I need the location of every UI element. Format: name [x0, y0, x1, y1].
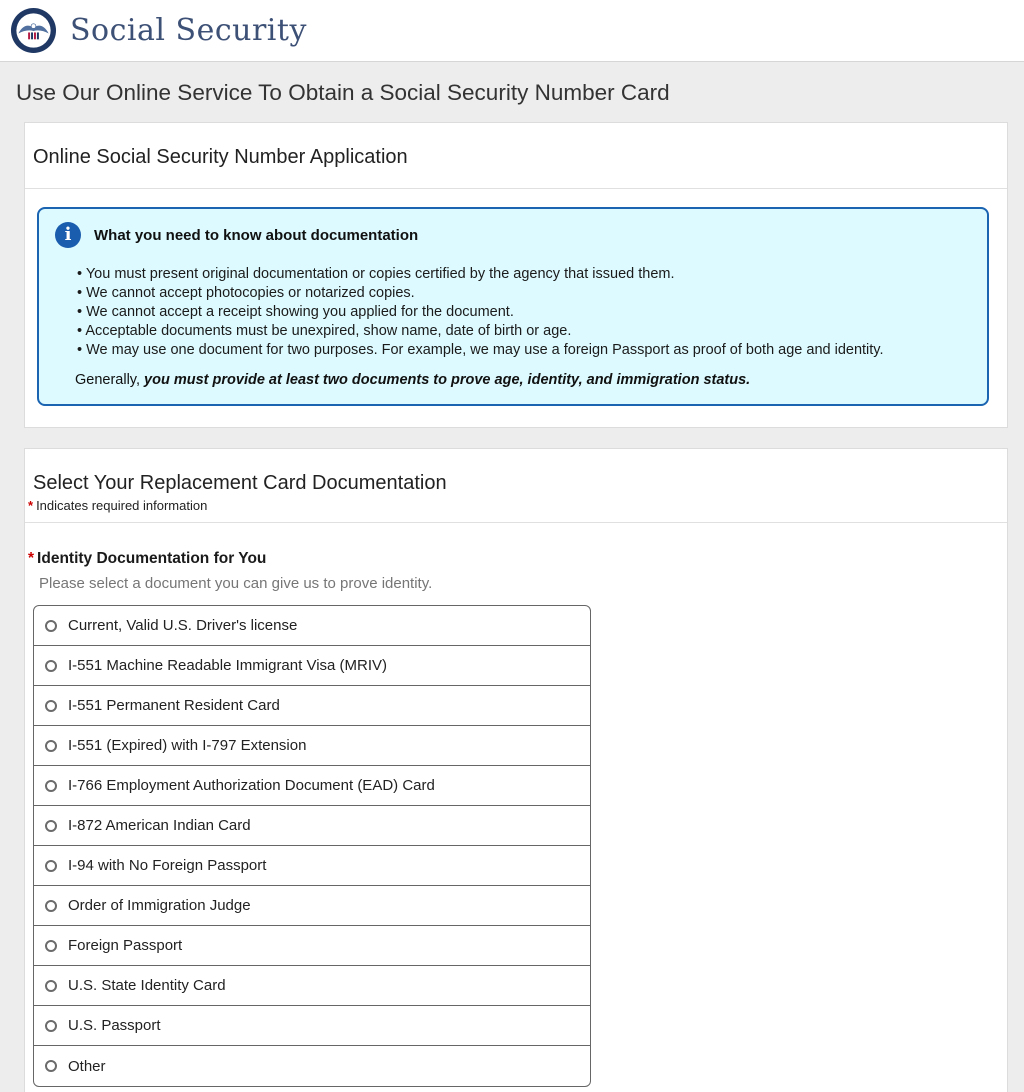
page-title: Use Our Online Service To Obtain a Social Security Number Card [16, 80, 670, 105]
radio-button[interactable] [45, 980, 57, 992]
option-label: I-872 American Indian Card [68, 817, 251, 834]
option-label: U.S. State Identity Card [68, 977, 226, 994]
info-note [75, 372, 971, 388]
question-label-text: Identity Documentation for You [37, 550, 267, 567]
radio-button[interactable] [45, 620, 57, 632]
radio-button[interactable] [45, 820, 57, 832]
option-row[interactable] [34, 926, 590, 966]
required-asterisk: * [28, 550, 35, 567]
option-row[interactable] [34, 646, 590, 686]
identity-document-options [33, 605, 591, 1087]
question-label [28, 550, 991, 568]
option-label: Other [68, 1057, 106, 1075]
info-note-prefix: Generally, [75, 372, 145, 388]
option-label: I-551 Permanent Resident Card [68, 697, 280, 714]
info-bullet: • You must present original documentation or copies certified by the agency that issued them. [77, 265, 971, 284]
info-bullet: • We may use one document for two purposes. For example, we may use a foreign Passport as proof of both age and identity. [77, 341, 971, 360]
option-row[interactable] [34, 1046, 590, 1086]
radio-button[interactable] [45, 1060, 57, 1072]
option-row[interactable] [34, 966, 590, 1006]
radio-button[interactable] [45, 700, 57, 712]
info-bullet: • Acceptable documents must be unexpired, show name, date of birth or age. [77, 322, 971, 341]
option-row[interactable] [34, 886, 590, 926]
option-label: I-766 Employment Authorization Document (EAD) Card [68, 777, 435, 794]
info-note-emphasis: you must provide at least two documents to prove age, identity, and immigration status. [144, 372, 751, 388]
required-note-text: Indicates required information [36, 498, 208, 513]
option-label: I-94 with No Foreign Passport [68, 857, 267, 874]
radio-button[interactable] [45, 940, 57, 952]
application-card [24, 122, 1008, 428]
brand-title: Social Security [70, 13, 307, 48]
option-row[interactable] [34, 846, 590, 886]
info-bullet: • We cannot accept photocopies or notarized copies. [77, 284, 971, 303]
required-asterisk: * [28, 498, 34, 513]
info-icon: i [55, 222, 81, 248]
radio-button[interactable] [45, 660, 57, 672]
radio-button[interactable] [45, 740, 57, 752]
divider [25, 188, 1007, 189]
identity-documentation-question [25, 523, 1007, 1087]
ssa-seal-icon [10, 7, 57, 54]
radio-button[interactable] [45, 860, 57, 872]
option-row[interactable] [34, 606, 590, 646]
info-bullet-list [77, 265, 971, 360]
option-row[interactable] [34, 726, 590, 766]
option-row[interactable] [34, 686, 590, 726]
radio-button[interactable] [45, 1020, 57, 1032]
selection-card [24, 448, 1008, 1092]
info-bullet: • We cannot accept a receipt showing you applied for the document. [77, 303, 971, 322]
option-row[interactable] [34, 806, 590, 846]
option-label: Current, Valid U.S. Driver's license [68, 617, 298, 634]
option-row[interactable] [34, 1006, 590, 1046]
selection-card-title: Select Your Replacement Card Documentation [33, 472, 447, 494]
site-header [0, 0, 1024, 62]
option-row[interactable] [34, 766, 590, 806]
info-box-heading: What you need to know about documentation [94, 226, 419, 244]
option-label: I-551 (Expired) with I-797 Extension [68, 737, 307, 754]
info-box-header [53, 222, 971, 248]
question-instruction: Please select a document you can give us to prove identity. [39, 575, 433, 592]
documentation-info-box [37, 207, 989, 406]
option-label: Order of Immigration Judge [68, 897, 251, 914]
required-note [25, 497, 1007, 522]
option-label: U.S. Passport [68, 1017, 161, 1034]
option-label: I-551 Machine Readable Immigrant Visa (MRIV) [68, 657, 388, 674]
option-label: Foreign Passport [68, 937, 183, 954]
application-card-title: Online Social Security Number Application [33, 146, 408, 168]
radio-button[interactable] [45, 780, 57, 792]
radio-button[interactable] [45, 900, 57, 912]
